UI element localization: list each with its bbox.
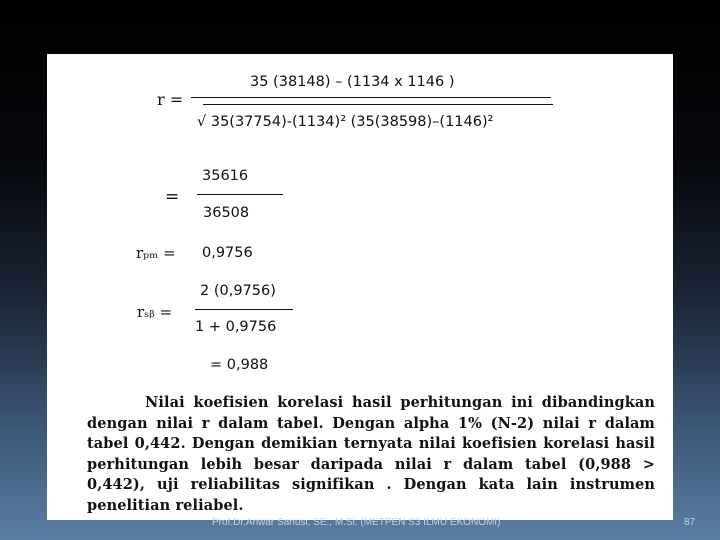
r-label: r = <box>157 90 184 109</box>
fraction-denominator: 36508 <box>203 205 250 221</box>
conclusion-paragraph: Nilai koefisien korelasi hasil perhitungan ini dibandingkan dengan nilai r dalam tabel. Dengan alpha 1% (N-2) nilai r dalam tabel 0,442. Dengan demikian ternyata nilai koefisien korelasi hasil perhitungan lebih besar daripada nilai r dalam tabel (0,988 > 0,442), uji reliabilitas signifikan . Dengan kata lain instrumen penelitian reliabel. <box>87 394 655 514</box>
page-number: 87 <box>684 517 696 528</box>
footer <box>0 517 720 531</box>
rsb-label: rₛᵦ = <box>137 303 173 321</box>
r-denominator: √ 35(37754)-(1134)² (35(38598)–(1146)² <box>197 114 494 130</box>
fraction-numerator: 35616 <box>202 168 249 184</box>
rsb-result: = 0,988 <box>210 357 269 373</box>
rpm-value: 0,9756 <box>202 245 253 261</box>
fraction-bar-2 <box>197 194 283 195</box>
rsb-denominator: 1 + 0,9756 <box>195 319 277 335</box>
content-image <box>47 54 673 520</box>
fraction-bar <box>191 97 551 98</box>
rpm-label: rₚₘ = <box>136 244 176 262</box>
footer-text: Prof.Dr.Anwar Sanusi, SE., M.Si. (METPEN S3 ILMU EKONOMI) <box>212 517 501 528</box>
r-numerator: 35 (38148) – (1134 x 1146 ) <box>250 74 455 90</box>
rsb-numerator: 2 (0,9756) <box>200 283 276 299</box>
fraction-bar-3 <box>195 309 293 310</box>
radical-bar <box>203 104 553 105</box>
equals-sign: = <box>165 187 180 207</box>
